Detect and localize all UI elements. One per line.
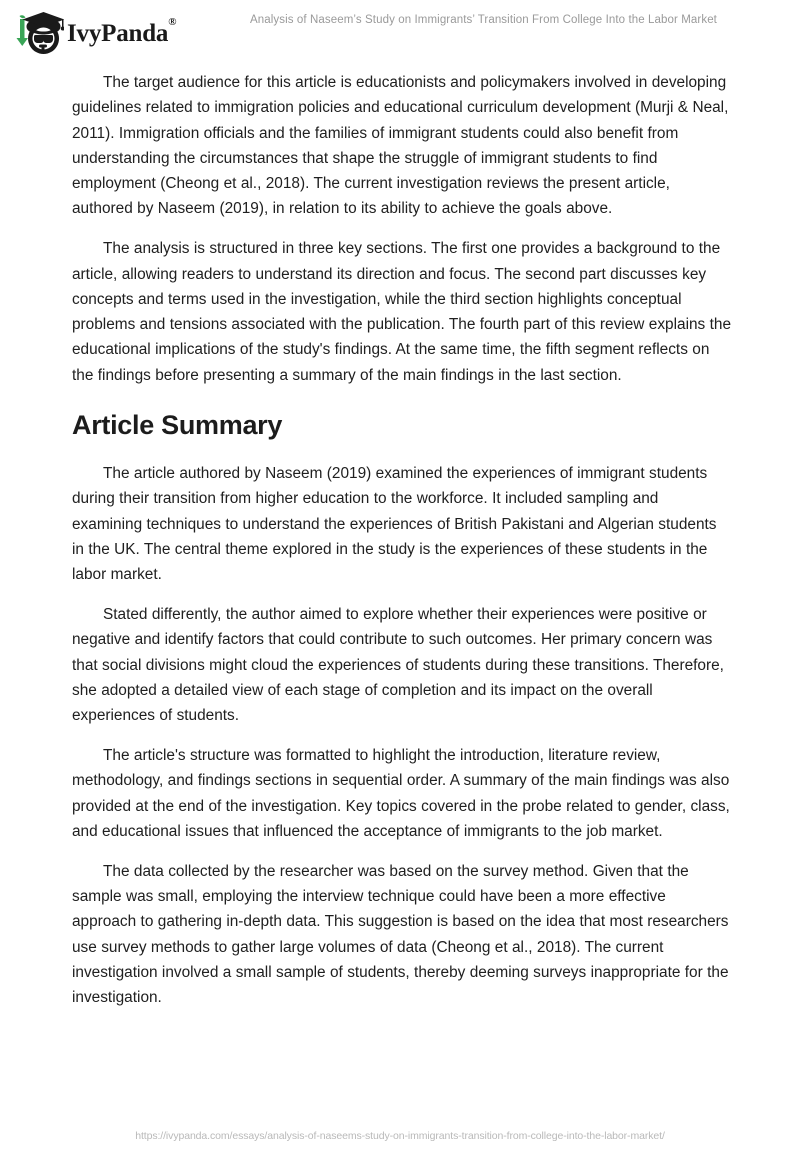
section-heading-article-summary: Article Summary xyxy=(72,410,283,441)
page-footer xyxy=(0,1126,800,1144)
page-header xyxy=(0,0,800,66)
paragraph: The data collected by the researcher was based on the survey method. Given that the sample was small, employing the interview technique could have been a more effective approach to gathering in-depth data. This suggestion is based on the idea that most researchers use survey methods to gather large volumes of data (Cheong et al., 2018). The current investigation involved a small sample of students, thereby deeming surveys inappropriate for the investigation. xyxy=(72,862,729,1007)
paragraph: The article authored by Naseem (2019) examined the experiences of immigrant students during their transition from higher education to the workforce. It included sampling and examining techniques to understand the experiences of British Pakistani and Algerian students in the UK. The central theme explored in the study is the experiences of these students in the labor market. xyxy=(72,465,717,584)
brand-name-text: IvyPanda xyxy=(67,19,169,47)
paragraph: Stated differently, the author aimed to explore whether their experiences were positive or negative and identify factors that could contribute to such outcomes. Her primary concern was that social divisions might cloud the experiences of students during these transitions. Therefore, she adopted a detailed view of each stage of completion and its impact on the overall experiences of students. xyxy=(72,606,724,725)
paragraph: The target audience for this article is educationists and policymakers involved in developing guidelines related to immigration policies and educational curriculum development (Murji & Neal, 2011). Immigration officials and the families of immigrant students could also benefit from understanding the circumstances that shape the struggle of immigrant students to find employment (Cheong et al., 2018). The current investigation reviews the present article, authored by Naseem (2019), in relation to its ability to achieve the goals above. xyxy=(72,74,729,218)
paragraph: The analysis is structured in three key sections. The first one provides a background to the article, allowing readers to understand its direction and focus. The second part discusses key concepts and terms used in the investigation, while the third section highlights conceptual problems and tensions associated with the publication. The fourth part of this review explains the educational implications of the study's findings. At the same time, the fifth segment reflects on the findings before presenting a summary of the main findings in the last section. xyxy=(72,240,732,384)
document-title-header: Analysis of Naseem’s Study on Immigrants’ Transition From College Into the Labor Market xyxy=(250,14,717,26)
source-url[interactable]: https://ivypanda.com/essays/analysis-of-naseems-study-on-immigrants-transition-from-college-into-the-labor-market/ xyxy=(135,1130,665,1142)
brand-name xyxy=(67,16,177,47)
registered-trademark-icon: ® xyxy=(168,16,177,29)
brand-logo[interactable] xyxy=(14,10,176,56)
article-body xyxy=(72,70,732,1025)
panda-graduate-logo-icon xyxy=(14,10,64,56)
paragraph: The article's structure was formatted to highlight the introduction, literature review, methodology, and findings sections in sequential order. A summary of the main findings was also provided at the end of the investigation. Key topics covered in the probe related to gender, class, and educational issues that influenced the acceptance of immigrants to the job market. xyxy=(72,747,730,840)
